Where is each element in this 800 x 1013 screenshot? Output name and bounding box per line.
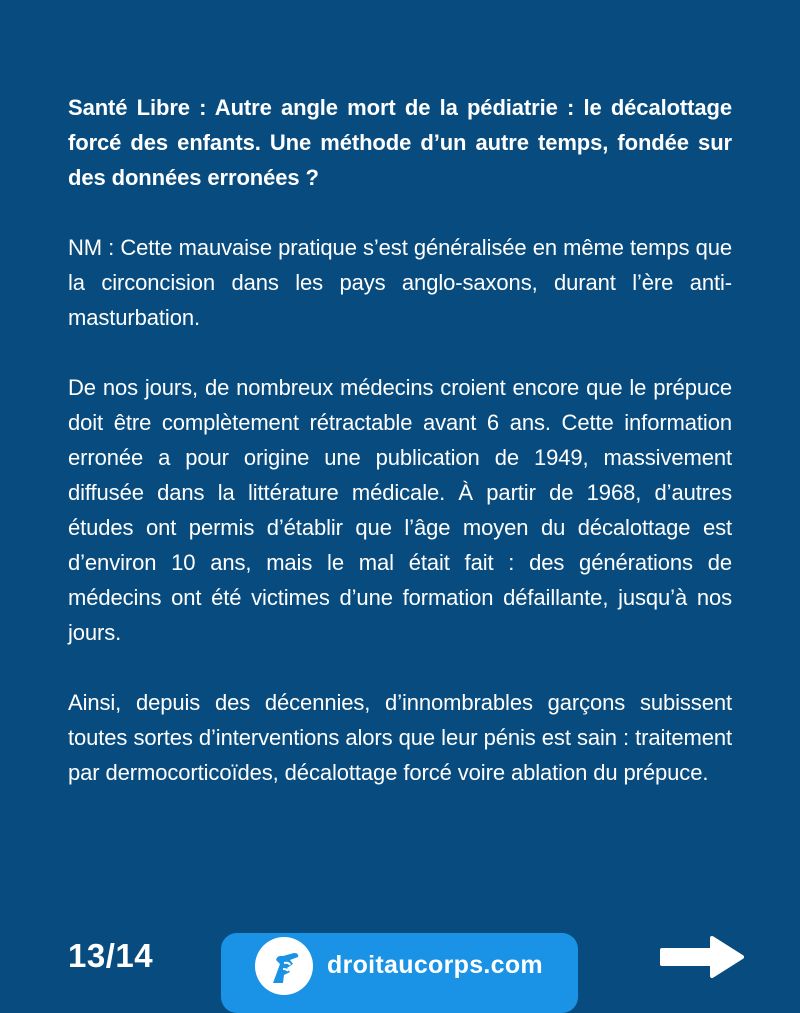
page-indicator: 13/14 (68, 937, 154, 974)
answer-paragraph: Ainsi, depuis des décennies, d’innombrables garçons subissent toutes sortes d’interventions alors que leur pénis est sain : traitement par dermocorticoïdes, décalottage forcé voire ablation du prépuce. (68, 690, 732, 785)
answer-paragraph: NM : Cette mauvaise pratique s’est généralisée en même temps que la circoncision dans les pays anglo-saxons, durant l’ère anti-masturbation. (68, 235, 732, 330)
right-arrow-icon[interactable] (658, 934, 746, 980)
article-body (68, 90, 732, 790)
site-link[interactable] (221, 933, 578, 1013)
site-url: droitaucorps.com (327, 951, 543, 979)
hand-logo-icon (255, 937, 313, 995)
answer-paragraph: De nos jours, de nombreux médecins croient encore que le prépuce doit être complètement rétractable avant 6 ans. Cette information erronée a pour origine une publication de 1949, massivement diffusée dans la littérature médicale. À partir de 1968, d’autres études ont permis d’établir que l’âge moyen du décalottage est d’environ 10 ans, mais le mal était fait : des générations de médecins ont été victimes d’une formation défaillante, jusqu’à nos jours. (68, 375, 732, 645)
interview-question: Santé Libre : Autre angle mort de la pédiatrie : le décalottage forcé des enfants. Une méthode d’un autre temps, fondée sur des données erronées ? (68, 95, 732, 190)
